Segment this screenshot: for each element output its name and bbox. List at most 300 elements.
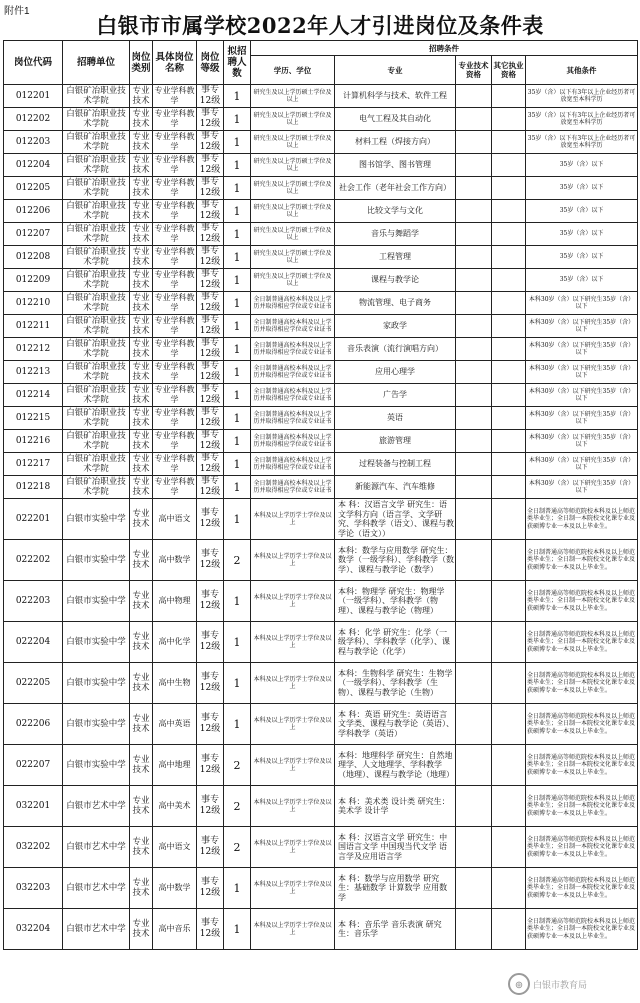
row-license <box>492 200 526 223</box>
row-unit: 白银矿冶职业技术学院 <box>63 269 130 292</box>
row-unit: 白银矿冶职业技术学院 <box>63 453 130 476</box>
wechat-logo-icon: ◎ <box>508 973 530 995</box>
table-row <box>4 292 638 315</box>
row-other: 全日制普通高等师范院校本科及以上师范类毕业生；全日制一本院校文化课专业及获硕博专业一本及以上毕业生。 <box>526 909 638 950</box>
row-category: 专业技术 <box>130 581 153 622</box>
row-major: 比较文学与文化 <box>335 200 456 223</box>
row-level: 事专12级 <box>197 361 224 384</box>
row-edu: 本科及以上学历学士学位及以上 <box>251 540 335 581</box>
row-position: 专业学科教学 <box>153 292 197 315</box>
table-row <box>4 108 638 131</box>
row-position: 专业学科教学 <box>153 338 197 361</box>
row-position: 高中英语 <box>153 704 197 745</box>
table-row <box>4 338 638 361</box>
row-category: 专业技术 <box>130 200 153 223</box>
row-unit: 白银市实验中学 <box>63 499 130 540</box>
row-major: 社会工作（老年社会工作方向） <box>335 177 456 200</box>
row-major: 本 科：汉语言文学 研究生：语文学科方向（语言学、文学研究、学科教学（语文）、课程与教学论（语文）） <box>335 499 456 540</box>
row-code: 012211 <box>4 315 63 338</box>
row-edu: 研究生及以上学历硕士学位及以上 <box>251 177 335 200</box>
row-other: 本科30岁（含）以下研究生35岁（含）以下 <box>526 361 638 384</box>
row-unit: 白银矿冶职业技术学院 <box>63 131 130 154</box>
row-license <box>492 177 526 200</box>
row-license <box>492 131 526 154</box>
row-count: 1 <box>224 292 251 315</box>
row-category: 专业技术 <box>130 868 153 909</box>
row-unit: 白银市实验中学 <box>63 622 130 663</box>
row-category: 专业技术 <box>130 827 153 868</box>
row-edu: 本科及以上学历学士学位及以上 <box>251 499 335 540</box>
row-position: 专业学科教学 <box>153 453 197 476</box>
row-position: 专业学科教学 <box>153 85 197 108</box>
row-position: 专业学科教学 <box>153 177 197 200</box>
table-row <box>4 663 638 704</box>
row-count: 1 <box>224 200 251 223</box>
row-count: 1 <box>224 909 251 950</box>
row-category: 专业技术 <box>130 292 153 315</box>
row-position: 专业学科教学 <box>153 384 197 407</box>
row-category: 专业技术 <box>130 622 153 663</box>
row-major: 课程与教学论 <box>335 269 456 292</box>
table-row <box>4 177 638 200</box>
row-category: 专业技术 <box>130 85 153 108</box>
row-license <box>492 246 526 269</box>
row-level: 事专12级 <box>197 154 224 177</box>
row-count: 1 <box>224 476 251 499</box>
row-code: 032201 <box>4 786 63 827</box>
row-tech <box>456 909 492 950</box>
table-row <box>4 581 638 622</box>
row-major: 工程管理 <box>335 246 456 269</box>
row-other: 全日制普通高等师范院校本科及以上师范类毕业生；全日制一本院校文化课专业及获硕博专业一本及以上毕业生。 <box>526 663 638 704</box>
row-other: 本科30岁（含）以下研究生35岁（含）以下 <box>526 292 638 315</box>
table-row <box>4 200 638 223</box>
row-category: 专业技术 <box>130 315 153 338</box>
row-level: 事专12级 <box>197 868 224 909</box>
row-code: 022203 <box>4 581 63 622</box>
row-edu: 研究生及以上学历硕士学位及以上 <box>251 85 335 108</box>
row-tech <box>456 827 492 868</box>
row-code: 032204 <box>4 909 63 950</box>
row-tech <box>456 622 492 663</box>
row-major: 音乐表演（流行演唱方向） <box>335 338 456 361</box>
row-position: 专业学科教学 <box>153 246 197 269</box>
row-edu: 全日制普通高校本科及以上学历并取得相应学位或专业证书 <box>251 338 335 361</box>
row-tech <box>456 745 492 786</box>
row-tech <box>456 269 492 292</box>
row-major: 应用心理学 <box>335 361 456 384</box>
row-unit: 白银矿冶职业技术学院 <box>63 430 130 453</box>
row-category: 专业技术 <box>130 540 153 581</box>
row-unit: 白银矿冶职业技术学院 <box>63 223 130 246</box>
row-major: 本科：数学与应用数学 研究生：数学（一级学科）、学科教学（数学）、课程与教学论（数学） <box>335 540 456 581</box>
row-unit: 白银矿冶职业技术学院 <box>63 154 130 177</box>
row-level: 事专12级 <box>197 177 224 200</box>
row-code: 022206 <box>4 704 63 745</box>
row-license <box>492 154 526 177</box>
row-edu: 全日制普通高校本科及以上学历并取得相应学位或专业证书 <box>251 361 335 384</box>
row-major: 本 科：化学 研究生：化学（一级学科）、学科教学（化学）、课程与教学论（化学） <box>335 622 456 663</box>
row-license <box>492 453 526 476</box>
row-edu: 全日制普通高校本科及以上学历并取得相应学位或专业证书 <box>251 430 335 453</box>
row-tech <box>456 154 492 177</box>
table-row <box>4 430 638 453</box>
row-count: 2 <box>224 786 251 827</box>
row-major: 本 科：美术类 设计类 研究生：美术学 设计学 <box>335 786 456 827</box>
row-tech <box>456 786 492 827</box>
row-other: 35岁（含）以下 <box>526 223 638 246</box>
row-license <box>492 315 526 338</box>
row-unit: 白银矿冶职业技术学院 <box>63 384 130 407</box>
row-position: 专业学科教学 <box>153 269 197 292</box>
row-level: 事专12级 <box>197 540 224 581</box>
row-major: 过程装备与控制工程 <box>335 453 456 476</box>
row-unit: 白银矿冶职业技术学院 <box>63 407 130 430</box>
row-count: 1 <box>224 85 251 108</box>
row-code: 022204 <box>4 622 63 663</box>
row-code: 022207 <box>4 745 63 786</box>
row-category: 专业技术 <box>130 154 153 177</box>
row-level: 事专12级 <box>197 223 224 246</box>
row-tech <box>456 338 492 361</box>
row-license <box>492 430 526 453</box>
row-position: 专业学科教学 <box>153 131 197 154</box>
row-code: 012218 <box>4 476 63 499</box>
table-row <box>4 85 638 108</box>
table-row <box>4 269 638 292</box>
row-level: 事专12级 <box>197 499 224 540</box>
row-code: 032203 <box>4 868 63 909</box>
row-position: 高中地理 <box>153 745 197 786</box>
table-row <box>4 361 638 384</box>
row-edu: 全日制普通高校本科及以上学历并取得相应学位或专业证书 <box>251 384 335 407</box>
header-position: 具体岗位名称 <box>153 41 197 85</box>
row-other: 全日制普通高等师范院校本科及以上师范类毕业生；全日制一本院校文化课专业及获硕博专业一本及以上毕业生。 <box>526 540 638 581</box>
row-tech <box>456 430 492 453</box>
row-edu: 本科及以上学历学士学位及以上 <box>251 622 335 663</box>
table-row <box>4 704 638 745</box>
row-code: 012217 <box>4 453 63 476</box>
row-tech <box>456 581 492 622</box>
row-license <box>492 663 526 704</box>
row-tech <box>456 704 492 745</box>
table-row <box>4 407 638 430</box>
row-major: 计算机科学与技术、软件工程 <box>335 85 456 108</box>
row-major: 本 科：音乐学 音乐表演 研究生：音乐学 <box>335 909 456 950</box>
row-other: 全日制普通高等师范院校本科及以上师范类毕业生；全日制一本院校文化课专业及获硕博专业一本及以上毕业生。 <box>526 622 638 663</box>
row-unit: 白银矿冶职业技术学院 <box>63 108 130 131</box>
row-edu: 本科及以上学历学士学位及以上 <box>251 581 335 622</box>
row-unit: 白银矿冶职业技术学院 <box>63 315 130 338</box>
table-row <box>4 223 638 246</box>
row-license <box>492 361 526 384</box>
header-major: 专业 <box>335 56 456 85</box>
row-other: 本科30岁（含）以下研究生35岁（含）以下 <box>526 453 638 476</box>
row-category: 专业技术 <box>130 338 153 361</box>
row-code: 012208 <box>4 246 63 269</box>
header-conditions: 招聘条件 <box>251 41 638 56</box>
row-level: 事专12级 <box>197 108 224 131</box>
row-count: 1 <box>224 315 251 338</box>
row-position: 专业学科教学 <box>153 476 197 499</box>
row-tech <box>456 540 492 581</box>
row-edu: 研究生及以上学历硕士学位及以上 <box>251 154 335 177</box>
row-license <box>492 338 526 361</box>
row-count: 1 <box>224 154 251 177</box>
table-row <box>4 131 638 154</box>
row-level: 事专12级 <box>197 315 224 338</box>
row-license <box>492 499 526 540</box>
table-row <box>4 476 638 499</box>
row-level: 事专12级 <box>197 786 224 827</box>
row-code: 012202 <box>4 108 63 131</box>
row-code: 012207 <box>4 223 63 246</box>
row-major: 本 科：数学与应用数学 研究生：基础数学 计算数学 应用数学 <box>335 868 456 909</box>
row-unit: 白银市实验中学 <box>63 663 130 704</box>
row-level: 事专12级 <box>197 269 224 292</box>
row-level: 事专12级 <box>197 85 224 108</box>
row-position: 高中物理 <box>153 581 197 622</box>
row-code: 022202 <box>4 540 63 581</box>
row-code: 022205 <box>4 663 63 704</box>
row-level: 事专12级 <box>197 384 224 407</box>
row-other: 本科30岁（含）以下研究生35岁（含）以下 <box>526 338 638 361</box>
row-tech <box>456 384 492 407</box>
row-license <box>492 581 526 622</box>
row-count: 1 <box>224 622 251 663</box>
row-edu: 全日制普通高校本科及以上学历并取得相应学位或专业证书 <box>251 476 335 499</box>
row-major: 本 科：英语 研究生：英语语言文学类、课程与教学论（英语）、学科教学（英语） <box>335 704 456 745</box>
row-count: 1 <box>224 407 251 430</box>
row-position: 专业学科教学 <box>153 200 197 223</box>
row-unit: 白银矿冶职业技术学院 <box>63 246 130 269</box>
table-row <box>4 786 638 827</box>
row-position: 高中化学 <box>153 622 197 663</box>
row-unit: 白银市实验中学 <box>63 745 130 786</box>
row-count: 1 <box>224 453 251 476</box>
row-level: 事专12级 <box>197 704 224 745</box>
row-other: 35岁（含）以下 <box>526 154 638 177</box>
row-unit: 白银市实验中学 <box>63 540 130 581</box>
row-major: 图书馆学、图书管理 <box>335 154 456 177</box>
row-code: 022201 <box>4 499 63 540</box>
row-count: 1 <box>224 581 251 622</box>
row-other: 全日制普通高等师范院校本科及以上师范类毕业生；全日制一本院校文化课专业及获硕博专业一本及以上毕业生。 <box>526 704 638 745</box>
row-major: 电气工程及其自动化 <box>335 108 456 131</box>
row-count: 2 <box>224 540 251 581</box>
row-category: 专业技术 <box>130 499 153 540</box>
row-other: 35岁（含）以下 <box>526 177 638 200</box>
row-level: 事专12级 <box>197 663 224 704</box>
row-level: 事专12级 <box>197 430 224 453</box>
row-code: 012204 <box>4 154 63 177</box>
row-category: 专业技术 <box>130 269 153 292</box>
row-license <box>492 269 526 292</box>
row-license <box>492 540 526 581</box>
row-other: 全日制普通高等师范院校本科及以上师范类毕业生；全日制一本院校文化课专业及获硕博专业一本及以上毕业生。 <box>526 499 638 540</box>
row-level: 事专12级 <box>197 453 224 476</box>
row-unit: 白银矿冶职业技术学院 <box>63 476 130 499</box>
row-other: 本科30岁（含）以下研究生35岁（含）以下 <box>526 315 638 338</box>
row-count: 1 <box>224 384 251 407</box>
row-license <box>492 786 526 827</box>
row-tech <box>456 292 492 315</box>
header-edu: 学历、学位 <box>251 56 335 85</box>
row-category: 专业技术 <box>130 704 153 745</box>
header-other: 其他条件 <box>526 56 638 85</box>
row-license <box>492 407 526 430</box>
header-level: 岗位等级 <box>197 41 224 85</box>
row-level: 事专12级 <box>197 246 224 269</box>
header-category: 岗位类别 <box>130 41 153 85</box>
row-level: 事专12级 <box>197 581 224 622</box>
table-row <box>4 246 638 269</box>
row-category: 专业技术 <box>130 384 153 407</box>
row-edu: 本科及以上学历学士学位及以上 <box>251 827 335 868</box>
row-edu: 全日制普通高校本科及以上学历并取得相应学位或专业证书 <box>251 407 335 430</box>
table-row <box>4 909 638 950</box>
table-row <box>4 622 638 663</box>
row-count: 1 <box>224 663 251 704</box>
row-edu: 全日制普通高校本科及以上学历并取得相应学位或专业证书 <box>251 453 335 476</box>
row-major: 物流管理、电子商务 <box>335 292 456 315</box>
row-code: 032202 <box>4 827 63 868</box>
table-row <box>4 540 638 581</box>
row-unit: 白银矿冶职业技术学院 <box>63 338 130 361</box>
row-count: 1 <box>224 131 251 154</box>
row-level: 事专12级 <box>197 292 224 315</box>
row-edu: 全日制普通高校本科及以上学历并取得相应学位或专业证书 <box>251 315 335 338</box>
row-position: 高中美术 <box>153 786 197 827</box>
row-unit: 白银矿冶职业技术学院 <box>63 292 130 315</box>
row-tech <box>456 223 492 246</box>
row-category: 专业技术 <box>130 909 153 950</box>
row-code: 012209 <box>4 269 63 292</box>
row-other: 全日制普通高等师范院校本科及以上师范类毕业生；全日制一本院校文化课专业及获硕博专业一本及以上毕业生。 <box>526 581 638 622</box>
row-code: 012206 <box>4 200 63 223</box>
row-unit: 白银矿冶职业技术学院 <box>63 361 130 384</box>
row-count: 1 <box>224 269 251 292</box>
row-code: 012214 <box>4 384 63 407</box>
row-category: 专业技术 <box>130 108 153 131</box>
table-row <box>4 868 638 909</box>
row-major: 本科：生物科学 研究生：生物学（一级学科）、学科教学（生物）、课程与教学论（生物） <box>335 663 456 704</box>
row-category: 专业技术 <box>130 223 153 246</box>
row-position: 专业学科教学 <box>153 361 197 384</box>
row-tech <box>456 315 492 338</box>
row-major: 本 科：汉语言文学 研究生：中国语言文学 中国现当代文学 语言学及应用语言学 <box>335 827 456 868</box>
row-level: 事专12级 <box>197 407 224 430</box>
row-major: 材料工程（焊接方向） <box>335 131 456 154</box>
row-code: 012213 <box>4 361 63 384</box>
row-level: 事专12级 <box>197 827 224 868</box>
row-license <box>492 476 526 499</box>
row-count: 1 <box>224 177 251 200</box>
positions-table <box>3 40 638 950</box>
row-category: 专业技术 <box>130 663 153 704</box>
row-other: 全日制普通高等师范院校本科及以上师范类毕业生；全日制一本院校文化课专业及获硕博专业一本及以上毕业生。 <box>526 786 638 827</box>
row-level: 事专12级 <box>197 476 224 499</box>
row-other: 本科30岁（含）以下研究生35岁（含）以下 <box>526 384 638 407</box>
row-license <box>492 745 526 786</box>
row-major: 新能源汽车、汽车维修 <box>335 476 456 499</box>
row-position: 高中数学 <box>153 868 197 909</box>
row-other: 35岁（含）以下有3年以上企业经历者可放宽至本科学历 <box>526 108 638 131</box>
row-edu: 研究生及以上学历硕士学位及以上 <box>251 223 335 246</box>
row-category: 专业技术 <box>130 430 153 453</box>
row-unit: 白银市艺术中学 <box>63 786 130 827</box>
row-tech <box>456 476 492 499</box>
row-category: 专业技术 <box>130 476 153 499</box>
row-tech <box>456 108 492 131</box>
row-major: 广告学 <box>335 384 456 407</box>
row-license <box>492 384 526 407</box>
row-tech <box>456 131 492 154</box>
row-position: 专业学科教学 <box>153 223 197 246</box>
row-edu: 本科及以上学历学士学位及以上 <box>251 786 335 827</box>
row-tech <box>456 200 492 223</box>
row-level: 事专12级 <box>197 200 224 223</box>
row-major: 本科：地理科学 研究生：自然地理学、人文地理学、学科教学（地理）、课程与教学论（地理） <box>335 745 456 786</box>
attachment-label: 附件1 <box>4 6 30 17</box>
row-edu: 本科及以上学历学士学位及以上 <box>251 704 335 745</box>
row-count: 1 <box>224 430 251 453</box>
watermark <box>508 969 636 999</box>
row-edu: 研究生及以上学历硕士学位及以上 <box>251 269 335 292</box>
row-unit: 白银市艺术中学 <box>63 909 130 950</box>
row-license <box>492 704 526 745</box>
row-license <box>492 108 526 131</box>
row-major: 本科：物理学 研究生：物理学（一级学科）、学科教学（物理）、课程与教学论（物理） <box>335 581 456 622</box>
row-other: 全日制普通高等师范院校本科及以上师范类毕业生；全日制一本院校文化课专业及获硕博专业一本及以上毕业生。 <box>526 827 638 868</box>
row-position: 高中语文 <box>153 827 197 868</box>
row-edu: 本科及以上学历学士学位及以上 <box>251 745 335 786</box>
row-edu: 研究生及以上学历硕士学位及以上 <box>251 131 335 154</box>
row-tech <box>456 499 492 540</box>
row-count: 1 <box>224 868 251 909</box>
row-unit: 白银市实验中学 <box>63 704 130 745</box>
row-other: 本科30岁（含）以下研究生35岁（含）以下 <box>526 430 638 453</box>
row-position: 专业学科教学 <box>153 430 197 453</box>
row-level: 事专12级 <box>197 622 224 663</box>
row-code: 012216 <box>4 430 63 453</box>
row-category: 专业技术 <box>130 246 153 269</box>
row-tech <box>456 246 492 269</box>
row-edu: 本科及以上学历学士学位及以上 <box>251 663 335 704</box>
row-edu: 本科及以上学历学士学位及以上 <box>251 909 335 950</box>
row-code: 012205 <box>4 177 63 200</box>
row-edu: 研究生及以上学历硕士学位及以上 <box>251 108 335 131</box>
row-category: 专业技术 <box>130 131 153 154</box>
row-code: 012212 <box>4 338 63 361</box>
row-license <box>492 292 526 315</box>
row-major: 旅游管理 <box>335 430 456 453</box>
row-major: 英语 <box>335 407 456 430</box>
row-unit: 白银市艺术中学 <box>63 868 130 909</box>
row-code: 012203 <box>4 131 63 154</box>
row-other: 35岁（含）以下有3年以上企业经历者可放宽至本科学历 <box>526 85 638 108</box>
row-code: 012215 <box>4 407 63 430</box>
row-major: 家政学 <box>335 315 456 338</box>
header-code: 岗位代码 <box>4 41 63 85</box>
row-position: 高中数学 <box>153 540 197 581</box>
row-unit: 白银市实验中学 <box>63 581 130 622</box>
table-row <box>4 499 638 540</box>
row-tech <box>456 453 492 476</box>
row-tech <box>456 361 492 384</box>
row-position: 专业学科教学 <box>153 108 197 131</box>
table-row <box>4 315 638 338</box>
